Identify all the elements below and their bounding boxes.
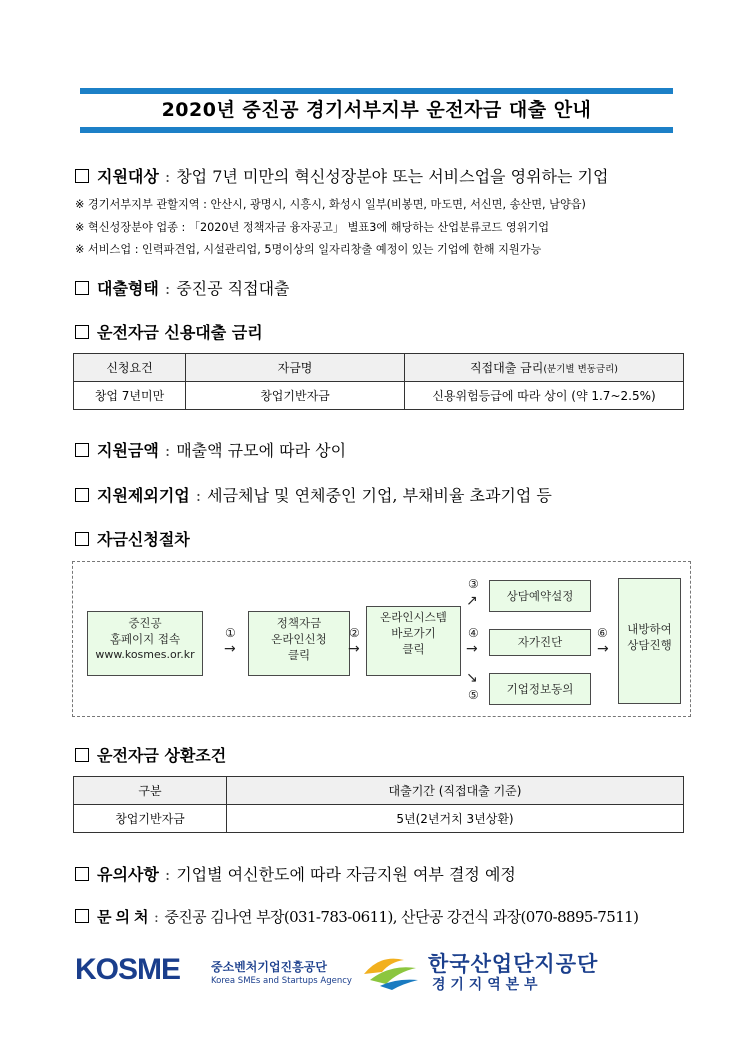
step-online-apply: 정책자금 온라인신청 클릭 <box>248 611 350 676</box>
table-header: 자금명 <box>186 354 405 382</box>
table-header: 대출기간 (직접대출 기준) <box>227 777 684 805</box>
table-header-row <box>74 777 684 805</box>
note-service: ※ 서비스업 : 인력파견업, 시설관리업, 5명이상의 일자리창출 예정이 있는 기업에 한해 지원가능 <box>75 243 542 256</box>
note-industry: ※ 혁신성장분야 업종 : 「2020년 정책자금 융자공고」 별표3에 해당하는 산업분류코드 영위기업 <box>75 221 550 234</box>
kicox-name: 한국산업단지공단 <box>428 952 599 976</box>
table-row <box>74 805 684 833</box>
kicox-emblem-icon <box>360 950 422 990</box>
checkbox-square-icon <box>75 488 89 502</box>
section-loan-type: 대출형태 : 중진공 직접대출 <box>75 276 290 299</box>
checkbox-square-icon <box>75 532 89 546</box>
arrow-down-right-icon: ↘ <box>466 670 478 686</box>
note-region: ※ 경기서부지부 관할지역 : 안산시, 광명시, 시흥시, 화성시 일부(비봉면, 마도면, 서신면, 송산면, 남양읍) <box>75 198 586 211</box>
section-contact: 문 의 처 : 중진공 김나연 부장(031-783-0611), 산단공 강건식 과장(070-8895-7511) <box>75 906 638 927</box>
step-homepage: 중진공 홈페이지 접속 www.kosmes.or.kr <box>87 611 203 676</box>
checkbox-square-icon <box>75 325 89 339</box>
title-bottom-bar <box>80 127 673 133</box>
checkbox-square-icon <box>75 748 89 762</box>
table-cell: 창업 7년미만 <box>74 382 186 410</box>
arrow-right-icon: → <box>348 641 360 657</box>
title-banner <box>80 88 673 133</box>
section-excluded: 지원제외기업 : 세금체납 및 연체중인 기업, 부채비율 초과기업 등 <box>75 483 552 506</box>
table-row <box>74 382 684 410</box>
kicox-branch: 경 기 지 역 본 부 <box>432 977 538 993</box>
page-title: 2020년 중진공 경기서부지부 운전자금 대출 안내 <box>161 99 592 121</box>
kosme-logo: KOSME <box>75 953 181 986</box>
checkbox-square-icon <box>75 169 89 183</box>
rate-table <box>73 353 684 410</box>
table-cell: 신용위험등급에 따라 상이 (약 1.7~2.5%) <box>405 382 684 410</box>
procedure-diagram: 중진공 홈페이지 접속 www.kosmes.or.kr ① → 정책자금 온라인신청 클릭 ② → 온라인시스템 바로가기 클릭 ③ ↗ ④ → ↘ ⑤ 상담예약설정 자가진단 기업정보동의 ⑥ → 내방하여 상담진행 <box>72 561 691 717</box>
step-self-diagnosis: 자가진단 <box>489 629 591 656</box>
kosme-english-name: Korea SMEs and Startups Agency <box>211 976 352 986</box>
step-online-system: 온라인시스템 바로가기 클릭 <box>366 606 461 676</box>
arrow-right-icon: → <box>224 641 236 657</box>
section-caution: 유의사항 : 기업별 여신한도에 따라 자금지원 여부 결정 예정 <box>75 862 516 885</box>
step-visit-consult: 내방하여 상담진행 <box>618 578 681 704</box>
repay-table <box>73 776 684 833</box>
checkbox-square-icon <box>75 909 89 923</box>
table-cell: 창업기반자금 <box>74 805 227 833</box>
checkbox-square-icon <box>75 281 89 295</box>
checkbox-square-icon <box>75 443 89 457</box>
checkbox-square-icon <box>75 867 89 881</box>
section-amount: 지원금액 : 매출액 규모에 따라 상이 <box>75 438 346 461</box>
section-target: 지원대상 : 창업 7년 미만의 혁신성장분야 또는 서비스업을 영위하는 기업 <box>75 164 608 187</box>
arrow-right-icon: → <box>466 641 478 657</box>
table-cell: 창업기반자금 <box>186 382 405 410</box>
arrow-up-right-icon: ↗ <box>466 593 478 609</box>
table-header: 신청요건 <box>74 354 186 382</box>
table-header: 직접대출 금리(분기별 변동금리) <box>405 354 684 382</box>
table-header-row <box>74 354 684 382</box>
step-consult-reserve: 상담예약설정 <box>489 580 591 612</box>
step-company-info-consent: 기업정보동의 <box>489 673 591 705</box>
section-procedure: 자금신청절차 <box>75 527 190 550</box>
kosme-korean-name: 중소벤처기업진흥공단 <box>211 960 327 974</box>
arrow-right-icon: → <box>597 641 609 657</box>
section-rate: 운전자금 신용대출 금리 <box>75 320 263 343</box>
table-header: 구분 <box>74 777 227 805</box>
section-repay: 운전자금 상환조건 <box>75 743 226 766</box>
table-cell: 5년(2년거치 3년상환) <box>227 805 684 833</box>
